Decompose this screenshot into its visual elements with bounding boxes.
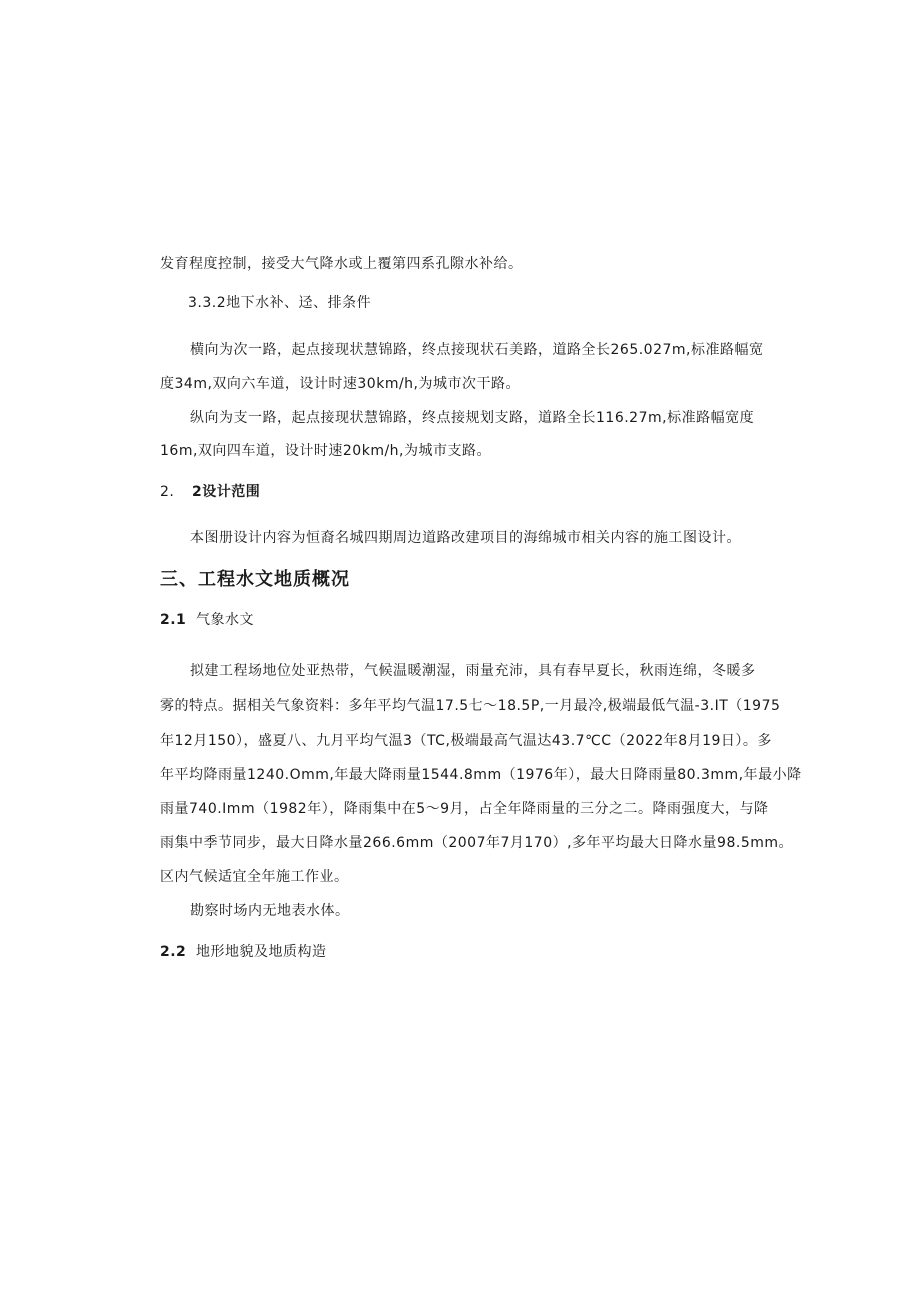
design-scope-text: 本图册设计内容为恒裔名城四期周边道路改建项目的海绵城市相关内容的施工图设计。 [190,530,741,546]
road-vertical-line-1: 纵向为支一路，起点接现状慧锦路，终点接规划支路，道路全长116.27m,标准路幅宽度 [190,410,755,426]
subsection-heading-3-3-2: 3.3.2地下水补、迳、排条件 [188,295,372,311]
section-title: 地形地貌及地质构造 [196,944,327,960]
climate-line-7: 区内气候适宜全年施工作业。 [160,869,349,885]
section-heading-2-1 [160,610,254,630]
climate-line-2: 雾的特点。据相关气象资料：多年平均气温17.5七～18.5P,一月最冷,极端最低气温-3.IT（1975 [160,698,781,714]
climate-line-3: 年12月150），盛夏八、九月平均气温3（TC,极端最高气温达43.7℃C（2022年8月19日）。多 [160,733,772,749]
climate-line-5: 雨量740.Imm（1982年），降雨集中在5～9月，占全年降雨量的三分之二。降雨强度大，与降 [160,801,769,817]
survey-note: 勘察时场内无地表水体。 [190,903,350,919]
road-horizontal-line-1: 横向为次一路，起点接现状慧锦路，终点接现状石美路，道路全长265.027m,标准路幅宽 [190,342,764,358]
climate-line-4: 年平均降雨量1240.Omm,年最大降雨量1544.8mm（1976年），最大日降雨量80.3mm,年最小降 [160,767,802,783]
section-number: 2.1 [160,612,187,628]
section-number: 2.2 [160,944,187,960]
section-number: 2. [160,484,175,500]
road-vertical-line-2: 16m,双向四车道，设计时速20km/h,为城市支路。 [160,443,492,459]
section-heading-2-2 [160,942,327,962]
section-heading-design-scope [160,482,260,502]
road-horizontal-line-2: 度34m,双向六车道，设计时速30km/h,为城市次干路。 [160,376,521,392]
paragraph-intro: 发育程度控制，接受大气降水或上覆第四系孔隙水补给。 [160,256,523,272]
section-title: 气象水文 [196,612,254,628]
climate-line-1: 拟建工程场地位处亚热带，气候温暖潮湿，雨量充沛，具有春早夏长，秋雨连绵，冬暖多 [190,663,756,679]
section-title: 2设计范围 [192,484,261,500]
climate-line-6: 雨集中季节同步，最大日降水量266.6mm（2007年7月170）,多年平均最大日降水量98.5mm。 [160,835,794,851]
chapter-title: 三、工程水文地质概况 [160,569,350,590]
